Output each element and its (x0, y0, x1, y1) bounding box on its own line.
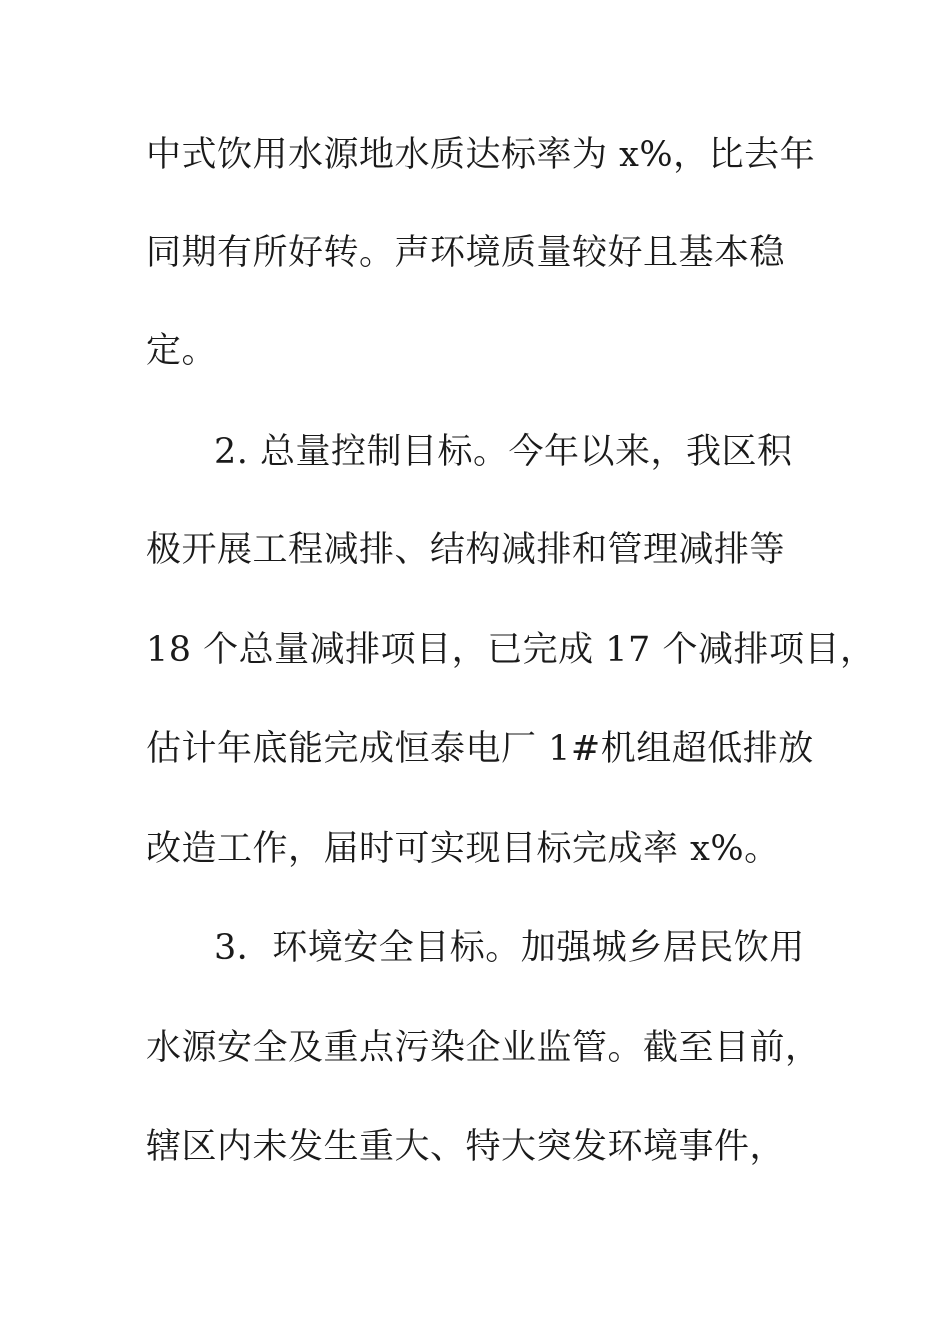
paragraph-line-8: 改造工作，届时可实现目标完成率 x%。 (146, 829, 780, 869)
paragraph-line-1: 中式饮用水源地水质达标率为 x%，比去年 (146, 135, 816, 175)
paragraph-line-6: 18 个总量减排项目，已完成 17 个减排项目， (146, 630, 876, 670)
section-2-heading-line: 2. 总量控制目标。今年以来，我区积 (214, 432, 793, 472)
paragraph-line-11: 辖区内未发生重大、特大突发环境事件， (146, 1127, 786, 1167)
paragraph-line-7: 估计年底能完成恒泰电厂 1#机组超低排放 (146, 729, 814, 769)
paragraph-line-2: 同期有所好转。声环境质量较好且基本稳 (146, 233, 786, 273)
paragraph-line-10: 水源安全及重点污染企业监管。截至目前， (146, 1028, 821, 1068)
section-3-heading-line: 3．环境安全目标。加强城乡居民饮用 (214, 928, 805, 968)
paragraph-line-3: 定。 (146, 331, 218, 371)
paragraph-line-5: 极开展工程减排、结构减排和管理减排等 (146, 530, 786, 570)
